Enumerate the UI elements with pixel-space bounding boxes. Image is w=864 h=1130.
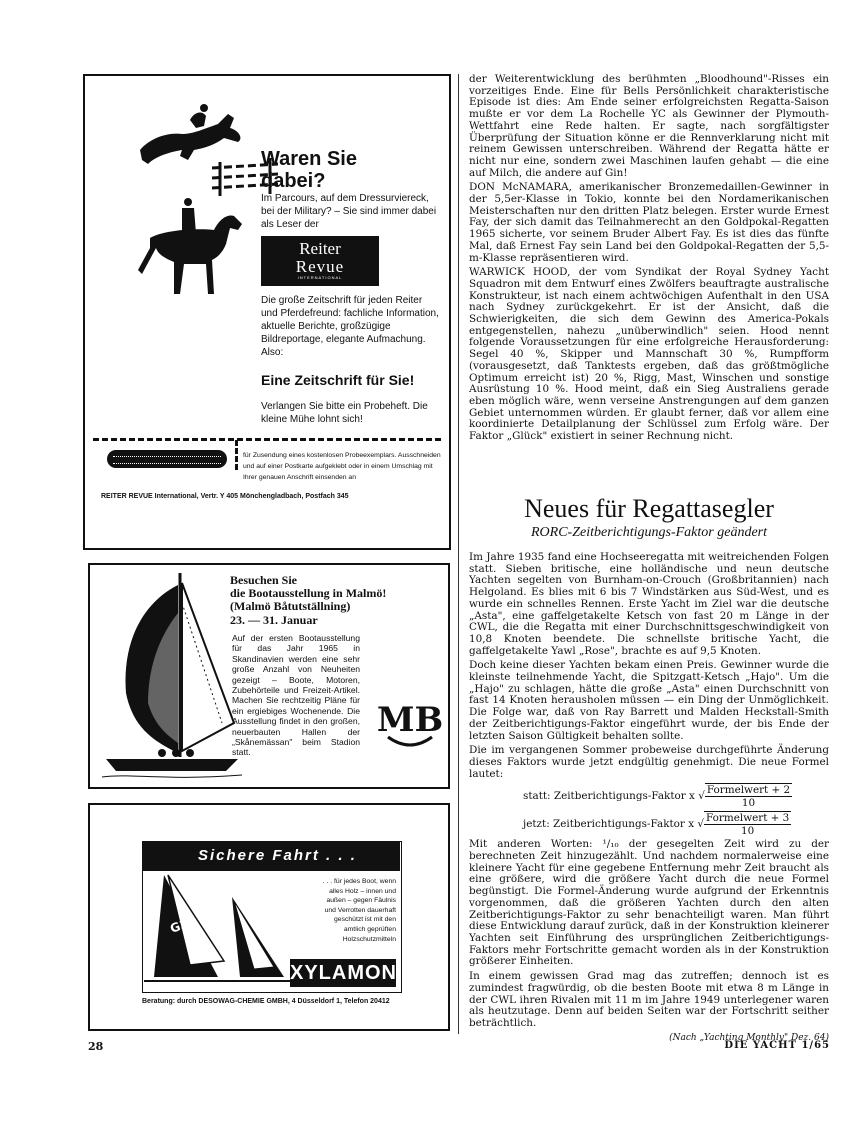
- ad2-body: Auf der ersten Bootausstellung für das Jahr 1965 in Skandinavien werden eine sehr große Anzahl von Neuheiten gezeigt – Boote, Motoren, Zubehörteile und Freizeit-Artikel. Machen Sie rechtzeitig Pläne für ein ergiebiges Wochenende. Die Ausstellung findet in den großen, neuerbauten Hallen der „Skånemässan" beim Stadion statt.: [232, 633, 360, 758]
- ad1-slogan: Eine Zeitschrift für Sie!: [261, 372, 415, 388]
- logo-line1: Reiter: [299, 239, 341, 258]
- logo-sub: INTERNATIONAL: [297, 275, 343, 280]
- formula-new-numerator: Formelwert + 3: [706, 812, 790, 825]
- formula-old-label: statt: Zeitberichtigungs-Faktor x: [523, 790, 695, 803]
- ad1-address: REITER REVUE International, Vertr. Y 405 Mönchengladbach, Postfach 345: [101, 493, 349, 500]
- ad2-title1: Besuchen Sie: [230, 573, 298, 587]
- article-top: [469, 74, 829, 446]
- article-title: Neues für Regattasegler: [524, 494, 774, 523]
- logo-letters: MB: [376, 700, 444, 740]
- page-number: 28: [88, 1040, 104, 1053]
- coupon-stamp-graphic: [107, 450, 227, 468]
- logo-line2: Revue: [295, 257, 345, 276]
- article-top-paragraph: WARWICK HOOD, der vom Syndikat der Royal Sydney Yacht Squadron mit dem Entwurf eines Zwölfers beauftragte australische Konstrukteur, ist nach einem achtwöchigen Aufenthalt in den USA nach Sydney zurückgekehrt. Er ist der Ansicht, daß die Schwierigkeiten, die sich dem Gewinn des America-Pokals entgegenstellen, nahezu „unüberwindlich" seien. Hood nennt folgende Voraussetzungen für eine erfolgreiche Herausforderung: Segel 40 %, Skipper und Mannschaft 30 %, Rumpfform (vorausgesetzt, daß Tanktests ergeben, daß das größtmögliche Optimum erreicht ist) 20 %, Rigg, Mast, Winschen und sonstige Ausrüstung 10 %. Hood meint, daß ein Sieg Australiens gerade eben möglich wäre, wenn verseine Anstrengungen auf dem ganzen Gebiet unternommen würden. Er glaubt ferner, daß vor allem eine koordinierte Detailplanung der Schlüssel zum Erfolg wäre. Der Faktor „Glück" existiert in seiner Rechnung nicht.: [469, 266, 829, 443]
- article-paragraph: Die im vergangenen Sommer probeweise durchgeführte Änderung dieses Faktors wurde jetzt endgültig genehmigt. Die neue Formel lautet:: [469, 744, 829, 780]
- article-body: [469, 552, 829, 1047]
- article-source: (Nach „Yachting Monthly" Dez. 64): [669, 1032, 829, 1043]
- ad-malmo-boat-show: [88, 563, 450, 789]
- banner-text: Sichere Fahrt . . .: [198, 847, 357, 864]
- article-paragraph: Mit anderen Worten: ¹/₁₀ der gesegelten Zeit wird zu der berechneten Zeit hinzugezählt. Und nachdem normalerweise eine kleinere Yacht für eine gegebene Entfernung mehr Zeit braucht als eine größere, wird die größere Yacht durch die neue Formel begünstigt. Die Formel-Änderung wurde aufgrund der Erkenntnis vorgenommen, daß die größeren Yachten durch den alten Zeitberichtigungs-Faktor zu sehr benachteiligt waren. Man führt diese Entwicklung darauf zurück, daß in der Konstruktion kleinerer Yachten seit Einführung des ursprünglichen Zeitberichtigungs-Faktors mehr Fortschritte gemacht worden als in der Konstruktion größerer Einheiten.: [469, 838, 829, 968]
- article-paragraph: Im Jahre 1935 fand eine Hochseeregatta mit weitreichenden Folgen statt. Sieben britische, eine holländische und neun deutsche Yachten segelten von Burnham-on-Crouch (Großbritannien) nach Helgoland. Es blies mit 6 bis 7 Windstärken aus Süd-West, und es wurde ein schnelles Rennen. Erste Yacht im Ziel war die deutsche „Asta", eine gaffelgetakelte Ketsch von fast 20 m Länge in der CWL, die die Regatta mit einer Durchschnittsgeschwindigkeit von 10,8 Knoten beendete. Die schnellste britische Yacht, die gaffelgetakelte Yawl „Rose", brachte es auf 9,5 Knoten.: [469, 551, 829, 657]
- ad2-dates: 23. — 31. Januar: [230, 613, 318, 627]
- coupon-cut-line-vertical: [235, 440, 238, 470]
- formula-new-fraction: [704, 811, 791, 837]
- ad2-title2: die Bootausstellung in Malmö!: [230, 586, 387, 600]
- sailboats-icon: [144, 857, 294, 987]
- sail-number: G31: [168, 913, 198, 936]
- ad3-body: . . . für jedes Boot, wenn alles Holz – innen und außen – gegen Fäulnis und Verrotten dauerhaft geschützt ist mit den amtlich geprüften Holzschutzmitteln: [322, 878, 396, 943]
- formula-old-fraction: [705, 783, 792, 809]
- sqrt-icon: √: [698, 790, 705, 803]
- article-paragraph: Doch keine dieser Yachten bekam einen Preis. Gewinner wurde die kleinste teilnehmende Yacht, die Spitzgatt-Ketsch „Hajo". Um die „Hajo" zu schlagen, hätte die große „Asta" einen Durchschnitt von fast 14 Knoten herausholen müssen — ein Ding der Unmöglichkeit. Die Folge war, daß von Ray Barrett und Malden Heckstall-Smith der Zeitberichtigungs-Faktor eingeführt wurde, der bis Ende der letzten Saison Gültigkeit behalten sollte.: [469, 659, 829, 742]
- sailboat-illustration: [102, 573, 242, 783]
- dressage-horse-icon: [138, 198, 242, 294]
- ad3-footer: Beratung: durch DESOWAG-CHEMIE GMBH, 4 Düsseldorf 1, Telefon 20412: [142, 998, 390, 1005]
- article-top-paragraph: der Weiterentwicklung des berühmten „Bloodhound"-Risses ein vorzeitiges Ende. Eine für Bells Persönlichkeit charakteristische Episode ist dies: Am Ende seiner erfolgreichsten Regatta-Saison mußte er vor dem La Rochelle YC als Gewinner der Plymouth-Wettfahrt eine Rede halten. Er sagte, nach sorgfältigster Überprüfung der Situation könne er die Rennverklarung nicht mit reinem Gewissen unterschreiben. Während der Regatta hätte er nicht nur eine, sondern zwei Maschinen laufen gehabt — die eine auf Milch, die andere auf Gin!: [469, 73, 829, 179]
- article-top-paragraph: DON McNAMARA, amerikanischer Bronzemedaillen-Gewinner in der 5,5er-Klasse in Tokio, konnte bei den Nordamerikanischen Meisterschaften nur den dritten Platz belegen. Erster wurde Ernest Fay, der sich damit das Teilnahmerecht an den Goldpokal-Regatten 1965 sicherte, vor seinem Bruder Albert Fay. Es ist dies das fünfte Mal, daß Ernest Fay sein Land bei den Goldpokal-Regatten der 5,5-m-Klasse repräsentieren wird.: [469, 181, 829, 264]
- ad-reiter-revue: [83, 74, 451, 550]
- journal-footer: DIE YACHT 1/65: [724, 1040, 830, 1051]
- formula-old-numerator: Formelwert + 2: [706, 784, 791, 797]
- malmo-boat-show-logo: [376, 691, 444, 747]
- ad1-body: Die große Zeitschrift für jeden Reiter und Pferdefreund: fachliche Information, aktuelle Berichte, großzügige Bildreportage, elegante Aufmachung. Also:: [261, 295, 439, 358]
- formula-new-label: jetzt: Zeitberichtigungs-Faktor x: [523, 818, 695, 831]
- reiter-revue-logo: [261, 236, 379, 286]
- ad-xylamon: [88, 803, 450, 1031]
- xylamon-brand: XYLAMON: [290, 959, 396, 987]
- column-divider: [458, 74, 459, 1034]
- formula-old: [469, 783, 829, 809]
- coupon-cut-line: [93, 438, 441, 441]
- formula-new-denominator: 10: [741, 825, 755, 838]
- article-subtitle: RORC-Zeitberichtigungs-Faktor geändert: [530, 525, 768, 540]
- ad2-title3: (Malmö Båtutställning): [230, 599, 351, 613]
- ad1-coupon-text: für Zusendung eines kostenlosen Probeexemplars. Ausschneiden und auf einer Postkarte aufgeklebt oder in einem Umschlag mit Ihrer genauen Anschrift einsenden an: [243, 452, 441, 481]
- ad1-headline: Waren Sie dabei?: [261, 148, 357, 192]
- sqrt-icon: √: [697, 818, 704, 831]
- jumping-horse-icon: [140, 104, 240, 164]
- formula-new: [469, 811, 829, 837]
- formula-old-denominator: 10: [741, 797, 756, 810]
- ad1-request: Verlangen Sie bitte ein Probeheft. Die kleine Mühe lohnt sich!: [261, 401, 428, 425]
- article-paragraph: In einem gewissen Grad mag das zutreffen; dennoch ist es zumindest fragwürdig, ob die besten Boote mit etwa 8 m Länge in der CWL ihren Rivalen mit 11 m im Jahre 1949 unterlegener waren als heutzutage. Denn auf beiden Seiten war der Fortschritt seither beträchtlich.: [469, 970, 829, 1029]
- ad1-intro: Im Parcours, auf dem Dressurviereck, bei der Military? – Sie sind immer dabei als Leser der: [261, 193, 437, 230]
